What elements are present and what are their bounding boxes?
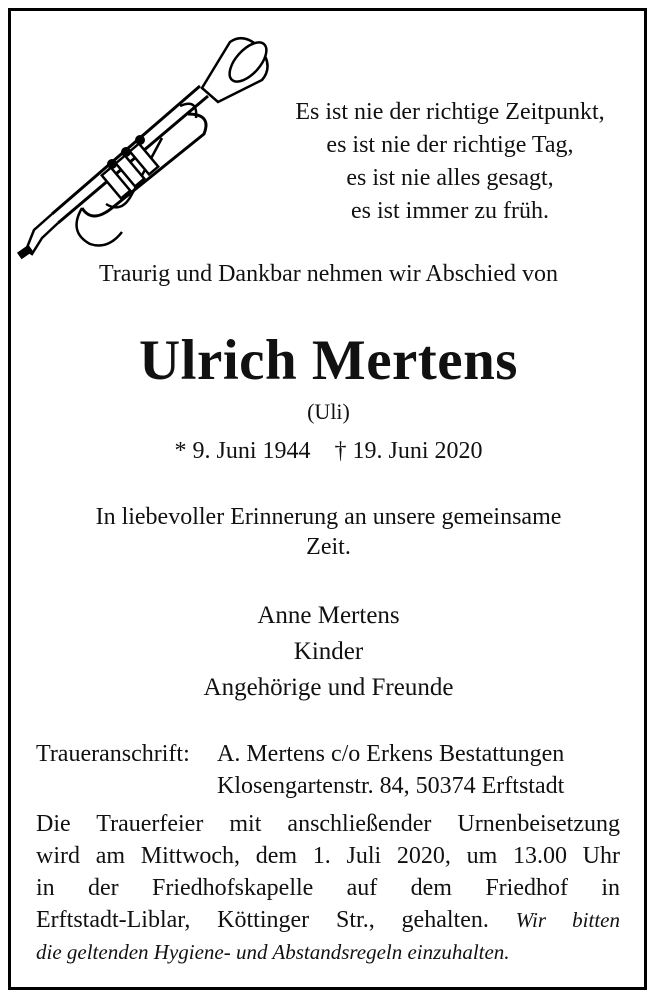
hygiene-note-start: Wir bitten — [515, 908, 620, 932]
birth-date: * 9. Juni 1944 — [174, 438, 311, 464]
trumpet-icon — [12, 18, 272, 268]
deceased-nickname: (Uli) — [307, 399, 350, 424]
intro-text: Traurig und Dankbar nehmen wir Abschied von — [98, 261, 559, 287]
memory-line: In liebevoller Erinnerung an unsere gemeinsame — [95, 504, 562, 530]
death-date: † 19. Juni 2020 — [334, 438, 483, 464]
mourner-line: Anne Mertens — [257, 602, 400, 629]
life-dates — [0, 435, 657, 467]
mourner-line: Kinder — [293, 638, 364, 665]
ceremony-line: wird am Mittwoch, dem 1. Juli 2020, um 13.00 Uhr — [36, 843, 620, 869]
ceremony-line-5 — [36, 936, 620, 968]
mourner-line: Angehörige und Freunde — [203, 674, 454, 701]
address-line: A. Mertens c/o Erkens Bestattungen — [217, 741, 565, 767]
address-line: Klosengartenstr. 84, 50374 Erftstadt — [217, 773, 565, 799]
address-label: Traueranschrift: — [36, 741, 190, 767]
deceased-name: Ulrich Mertens — [139, 329, 518, 392]
poem — [250, 96, 650, 228]
memory-line: Zeit. — [306, 534, 351, 560]
poem-line: es ist nie der richtige Tag, — [326, 132, 574, 158]
poem-line: es ist nie alles gesagt, — [346, 165, 554, 191]
hygiene-note-end: die geltenden Hygiene- und Abstandsregeln einzuhalten. — [36, 940, 510, 964]
ceremony-line-text: Erftstadt-Liblar, Köttinger Str., gehalten. — [36, 907, 489, 933]
ceremony-info — [36, 808, 620, 968]
mourners — [0, 598, 657, 706]
ceremony-line: in der Friedhofskapelle auf dem Friedhof in — [36, 875, 620, 901]
ceremony-line: Die Trauerfeier mit anschließender Urnenbeisetzung — [36, 811, 620, 837]
ceremony-line-4 — [36, 904, 620, 936]
poem-line: es ist immer zu früh. — [351, 198, 549, 224]
memory-text — [40, 502, 617, 562]
poem-line: Es ist nie der richtige Zeitpunkt, — [295, 99, 605, 125]
